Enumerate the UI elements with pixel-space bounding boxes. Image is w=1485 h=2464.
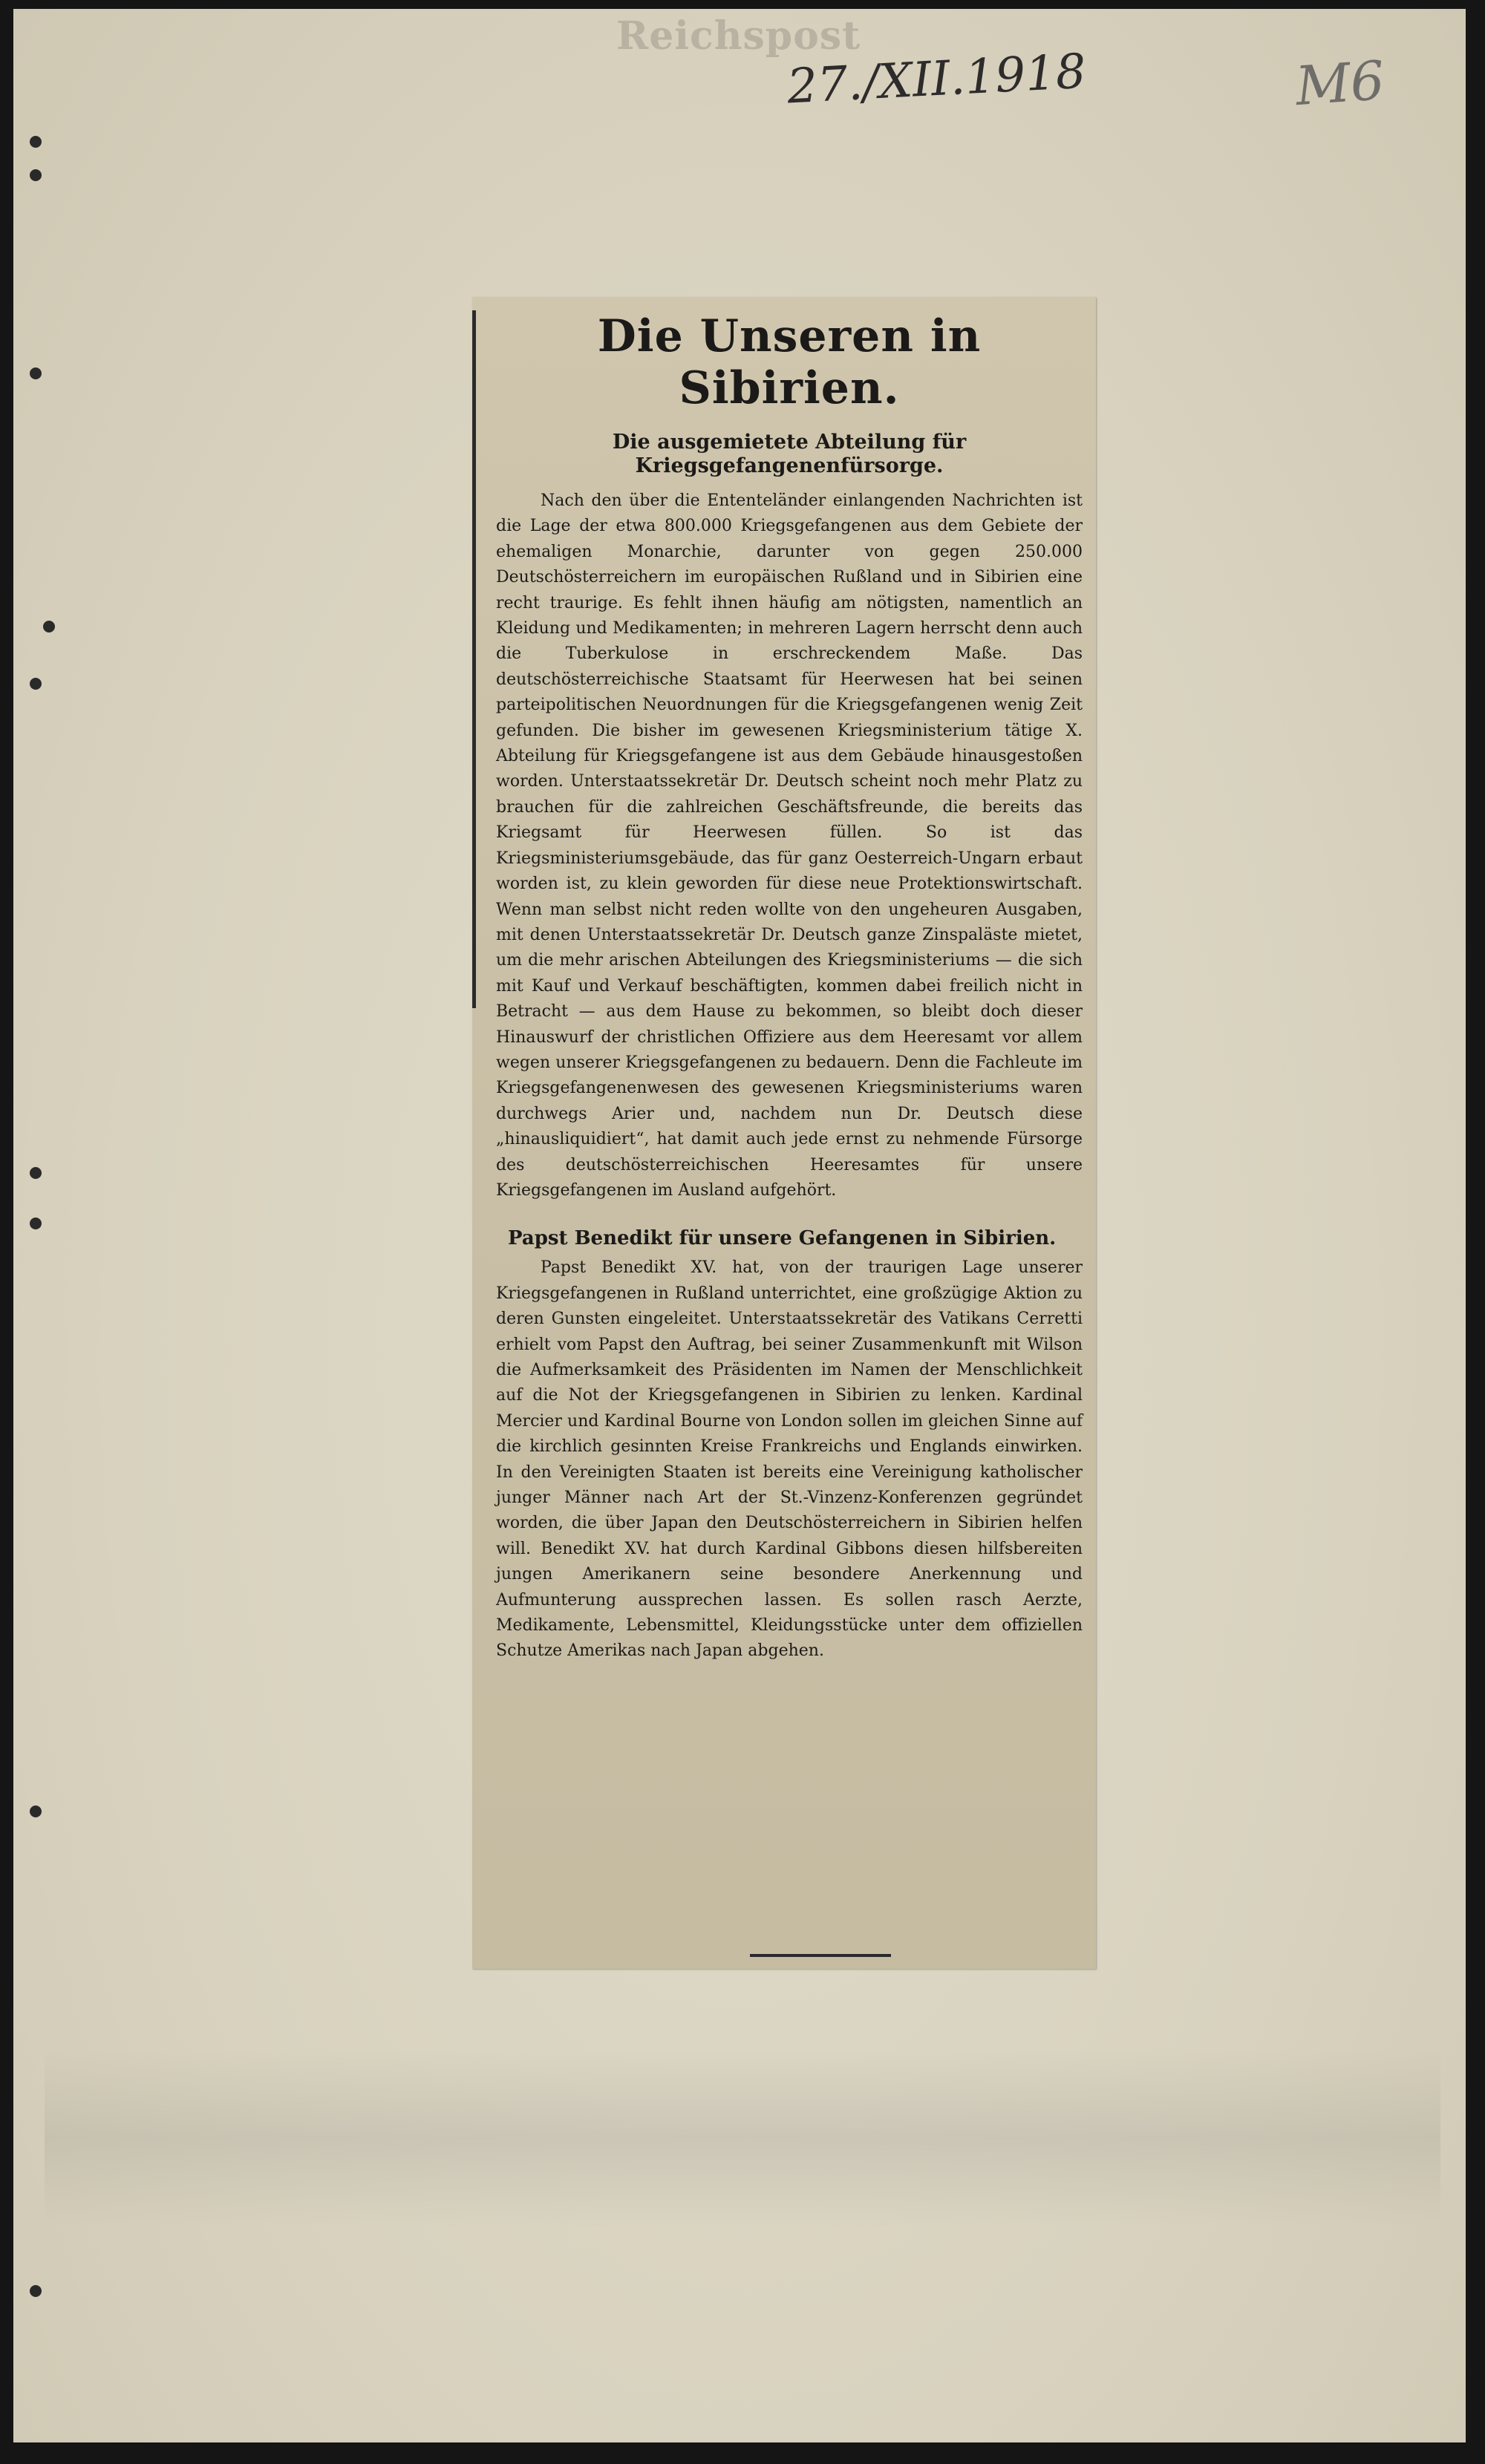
section-gap (496, 1203, 1083, 1226)
end-rule (750, 1954, 891, 1957)
paper-shadow (45, 2049, 1440, 2227)
handwritten-date: 27./XII.1918 (786, 44, 1088, 115)
binding-hole (30, 136, 42, 148)
article-subheading: Die ausgemietete Abteilung für Kriegsgefangenenfürsorge. (612, 431, 967, 477)
article-paragraph: Nach den über die Ententeländer einlangenden Nachrichten ist die Lage der etwa 800.000 Kriegsgefangenen aus dem Gebiete der ehemaligen Monarchie, darunter von gegen 250.000 Deutschösterreichern im europäischen Rußland und in Sibirien eine recht traurige. Es fehlt ihnen häufig am nötigsten, namentlich an Kleidung und Medikamenten; in mehreren Lagern herrscht denn auch die Tuberkulose in erschreckendem Maße. Das deutschösterreichische Staatsamt für Heerwesen hat bei seinen parteipolitischen Neuordnungen für die Kriegsgefangenen wenig Zeit gefunden. Die bisher im gewesenen Kriegsministerium tätige X. Abteilung für Kriegsgefangene ist aus dem Gebäude hinausgestoßen worden. Unterstaatssekretär Dr. Deutsch scheint noch mehr Platz zu brauchen für die zahlreichen Geschäftsfreunde, die bereits das Kriegsamt für Heerwesen füllen. So ist das Kriegsministeriumsgebäude, das für ganz Oesterreich-Ungarn erbaut worden ist, zu klein geworden für diese neue Protektionswirtschaft. Wenn man selbst nicht reden wollte von den ungeheuren Ausgaben, mit denen Unterstaatssekretär Dr. Deutsch ganze Zinspaläste mietet, um die mehr arischen Abteilungen des Kriegsministeriums — die sich mit Kauf und Verkauf beschäftigten, kommen dabei freilich nicht in Betracht — aus dem Hause zu bekommen, so bleibt doch dieser Hinauswurf der christlichen Offiziere aus dem Heeresamt vor allem wegen unserer Kriegsgefangenen zu bedauern. Denn die Fachleute im Kriegsgefangenenwesen des gewesenen Kriegsministeriums waren durchwegs Arier und, nachdem nun Dr. Deutsch diese „hinausliquidiert“, hat damit auch jede ernst zu nehmende Fürsorge des deutschösterreichischen Heeresamtes für unsere Kriegsgefangenen im Ausland aufgehört. (496, 491, 1083, 1200)
article-title: Die Unseren in Sibirien. (597, 310, 982, 414)
binding-hole (30, 1218, 42, 1229)
binding-hole (30, 1805, 42, 1817)
article-subheading-2: Papst Benedikt für unsere Gefangenen in Sibirien. (508, 1227, 1057, 1250)
binding-hole (30, 367, 42, 379)
binding-hole (43, 621, 55, 633)
article (496, 304, 1083, 1664)
article-paragraph-2: Papst Benedikt XV. hat, von der traurigen Lage unserer Kriegsgefangenen in Rußland unterrichtet, eine großzügige Aktion zu deren Gunsten eingeleitet. Unterstaatssekretär des Vatikans Cerretti erhielt vom Papst den Auftrag, bei seiner Zusammenkunft mit Wilson die Aufmerksamkeit des Präsidenten im Namen der Menschlichkeit auf die Not der Kriegsgefangenen in Sibirien zu lenken. Kardinal Mercier und Kardinal Bourne von London sollen im gleichen Sinne auf die kirchlich gesinnten Kreise Frankreichs und Englands einwirken. In den Vereinigten Staaten ist bereits eine Vereinigung katholischer junger Männer nach Art der St.-Vinzenz-Konferenzen gegründet worden, die über Japan den Deutschösterreichern in Sibirien helfen will. Benedikt XV. hat durch Kardinal Gibbons diesen hilfsbereiten jungen Amerikanern seine besondere Anerkennung und Aufmunterung aussprechen lassen. Es sollen rasch Aerzte, Medikamente, Lebensmittel, Kleidungsstücke unter dem offiziellen Schutze Amerikas nach Japan abgehen. (496, 1258, 1083, 1661)
handwritten-number: M6 (1293, 48, 1387, 118)
newspaper-stamp: Reichspost (616, 13, 861, 59)
binding-hole (30, 169, 42, 181)
binding-hole (30, 2285, 42, 2297)
column-rule (472, 310, 476, 1008)
binding-hole (30, 678, 42, 690)
binding-hole (30, 1167, 42, 1179)
